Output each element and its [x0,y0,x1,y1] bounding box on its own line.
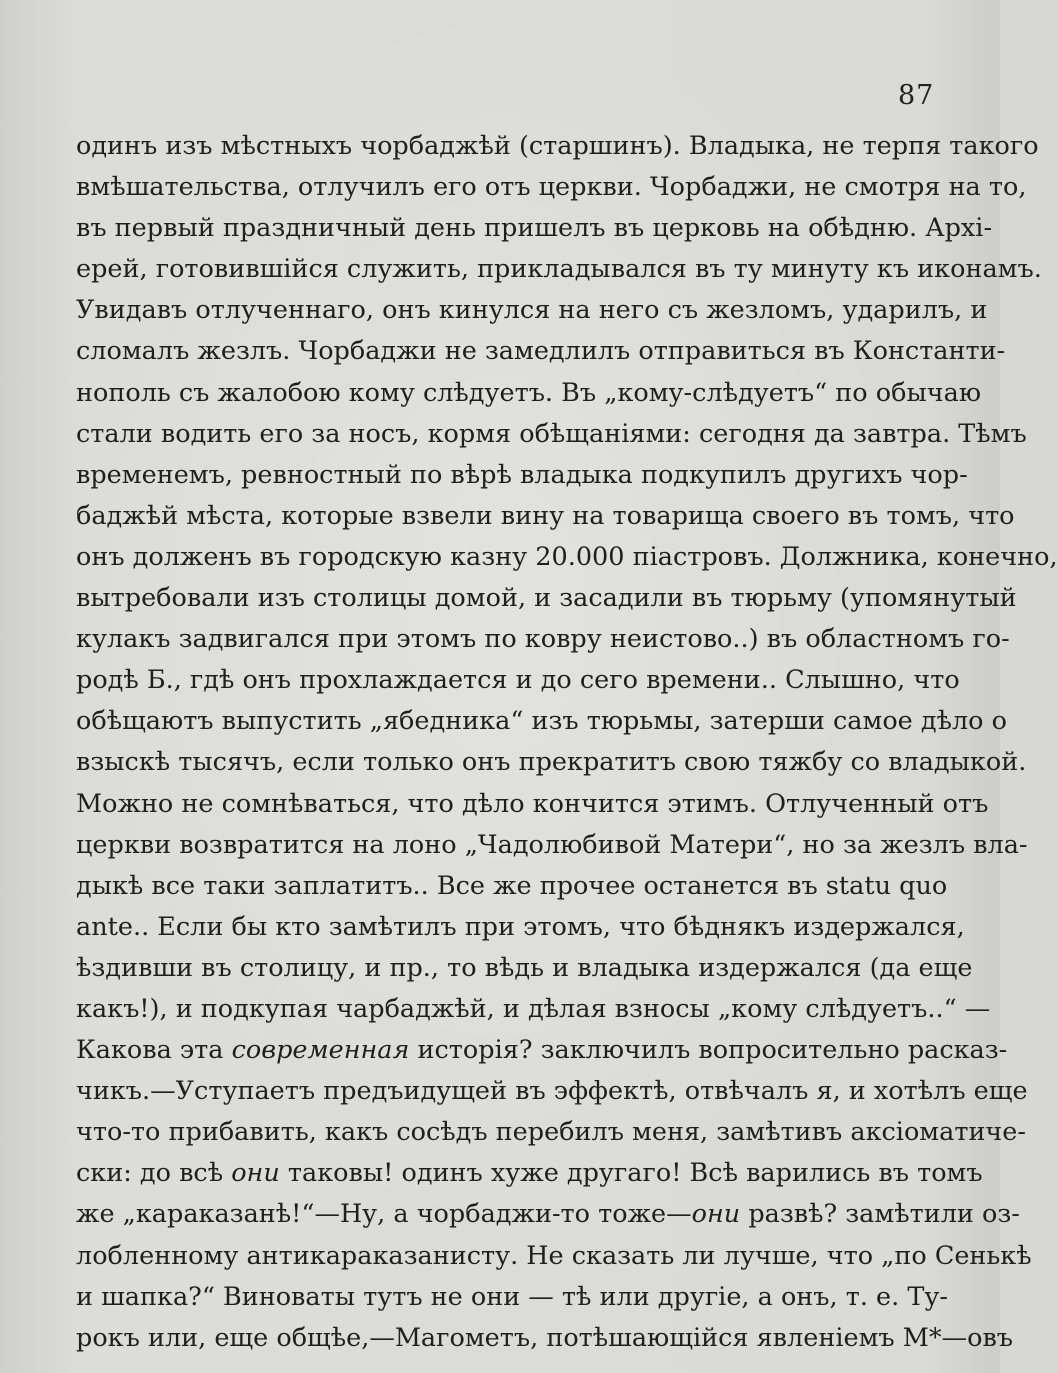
text-line: и шапка?“ Виноваты тутъ не они — тѣ или другіе, а онъ, т. е. Ту- [76,1281,948,1312]
text-line: вмѣшательства, отлучилъ его отъ церкви. Чорбаджи, не смотря на то, [76,172,1027,203]
text-line: временемъ, ревностный по вѣрѣ владыка подкупилъ другихъ чор- [76,459,968,490]
italic-text-run: они [231,1158,280,1189]
text-line: ѣздивши въ столицу, и пр., то вѣдь и владыка издержался (да еще [76,952,973,983]
page-number: 87 [898,80,935,111]
text-line: дыкѣ все таки заплатитъ.. Все же прочее останется въ statu quo [76,870,948,901]
text-line: одинъ изъ мѣстныхъ чорбаджѣй (старшинъ). Владыка, не терпя такого [76,131,1039,161]
text-line: церкви возвратится на лоно „Чадолюбивой Матери“, но за жезлъ вла- [76,829,1028,860]
text-line: сломалъ жезлъ. Чорбаджи не замедлилъ отправиться въ Константи- [76,336,1006,367]
text-run: ски: до всѣ [76,1158,232,1189]
text-run: развѣ? замѣтили оз- [740,1199,1020,1230]
text-line: родѣ Б., гдѣ онъ прохлаждается и до сего времени.. Слышно, что [76,665,960,696]
italic-text-run: современная [231,1035,410,1066]
text-line: стали водить его за носъ, кормя обѣщаніями: сегодня да завтра. Тѣмъ [76,418,1027,449]
text-line: рокъ или, еще общѣе,—Магометъ, потѣшающійся явленіемъ М*—овъ [76,1322,1014,1353]
text-line [76,1194,1020,1235]
text-line: какъ!), и подкупая чарбаджѣй, и дѣлая взносы „кому слѣдуетъ..“ — [76,993,991,1024]
italic-text-run: они [691,1199,741,1230]
text-line: вытребовали изъ столицы домой, и засадили въ тюрьму (упомянутый [76,583,1017,614]
text-line [76,1030,1008,1071]
text-line: онъ долженъ въ городскую казну 20.000 піастровъ. Должника, конечно, [76,541,1058,572]
text-line: что-то прибавить, какъ сосѣдъ перебилъ меня, замѣтивъ аксіоматиче- [76,1117,1026,1148]
text-run: Какова эта [76,1035,232,1066]
text-line: Увидавъ отлученнаго, онъ кинулся на него съ жезломъ, ударилъ, и [76,295,988,326]
text-line: въ первый праздничный день пришелъ въ церковь на обѣдню. Архі- [76,213,993,244]
text-line: лобленному антикараказанисту. Не сказать ли лучше, что „по Сенькѣ [76,1240,1032,1271]
text-line: обѣщаютъ выпустить „ябедника“ изъ тюрьмы, затерши самое дѣло о [76,706,1007,737]
text-line: баджѣй мѣста, которые взвели вину на товарища своего въ томъ, что [76,500,1015,531]
text-line: взыскѣ тысячъ, если только онъ прекратитъ свою тяжбу со владыкой. [76,747,1027,778]
text-run: таковы! одинъ хуже другаго! Всѣ варились въ томъ [279,1158,983,1189]
text-line: ерей, готовившійся служить, прикладывался въ ту минуту къ иконамъ. [76,254,1042,285]
text-line: нополь съ жалобою кому слѣдуетъ. Въ „кому-слѣдуетъ“ по обычаю [76,377,982,408]
text-line: Можно не сомнѣваться, что дѣло кончится этимъ. Отлученный отъ [76,788,989,819]
text-line: ante.. Если бы кто замѣтилъ при этомъ, что бѣднякъ издержался, [76,911,965,942]
text-line [76,1153,983,1194]
text-run: исторія? заключилъ вопросительно расказ- [409,1035,1008,1066]
body-text [76,126,1058,1359]
text-line: кулакъ задвигался при этомъ по ковру неистово..) въ областномъ го- [76,624,1010,655]
text-line: чикъ.—Уступаетъ предъидущей въ эффектѣ, отвѣчалъ я, и хотѣлъ еще [76,1076,1028,1107]
text-run: же „караказанѣ!“—Ну, а чорбаджи-то тоже— [76,1199,692,1230]
